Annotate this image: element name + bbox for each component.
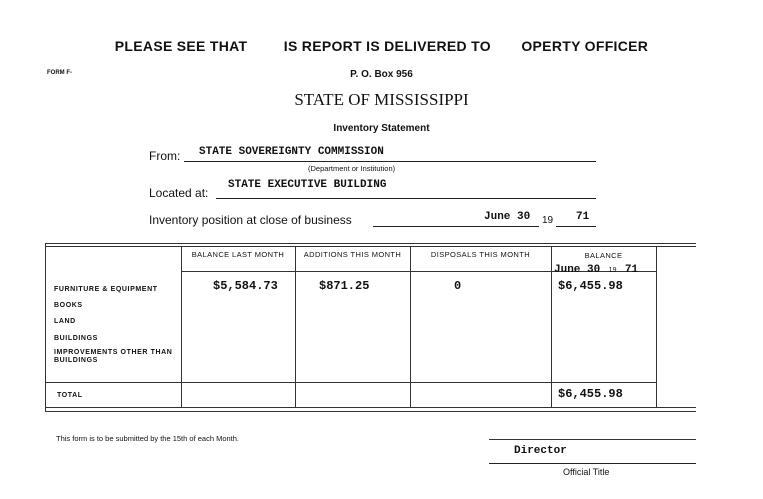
from-value: STATE SOVEREIGNTY COMMISSION — [199, 146, 384, 158]
year-prefix: 19 — [542, 215, 554, 226]
banner-left: PLEASE SEE THAT — [114, 38, 248, 54]
from-field — [184, 146, 596, 162]
signature-line — [489, 444, 696, 464]
row-label-improvements: IMPROVEMENTS OTHER THAN BUILDINGS — [54, 349, 173, 364]
state-heading: STATE OF MISSISSIPPI — [294, 90, 469, 109]
col-header-balance-last: BALANCE LAST MONTH — [191, 250, 285, 259]
col-header-balance: BALANCE — [584, 251, 623, 260]
balance-year: 71 — [624, 264, 639, 276]
form-title: Inventory Statement — [333, 123, 430, 134]
row-label-books: BOOKS — [54, 302, 83, 309]
signature-caption: Official Title — [563, 467, 610, 477]
balance-date-line — [554, 259, 689, 277]
banner-right: OPERTY OFFICER — [521, 38, 649, 54]
located-label: Located at: — [149, 186, 209, 200]
balance-year-prefix: 19 — [608, 267, 617, 274]
instruction-banner — [0, 38, 763, 54]
signature-title: Director — [514, 445, 567, 457]
from-label: From: — [149, 149, 181, 163]
balance-date: June 30 — [554, 264, 601, 276]
cell-balance-furniture: $6,455.98 — [558, 279, 623, 293]
row-label-furniture: FURNITURE & EQUIPMENT — [54, 286, 158, 293]
col-header-disposals: DISPOSALS THIS MONTH — [430, 250, 531, 259]
inventory-table — [45, 243, 696, 413]
row-label-land: LAND — [54, 318, 76, 325]
banner-mid: IS REPORT IS DELIVERED TO — [283, 38, 491, 54]
cell-additions-furniture: $871.25 — [319, 279, 370, 293]
submission-note: This form is to be submitted by the 15th of each Month. — [56, 434, 240, 443]
date-field — [373, 211, 539, 227]
year-value: 71 — [576, 211, 590, 223]
cell-balance-total: $6,455.98 — [558, 387, 623, 401]
year-field — [556, 211, 596, 227]
po-box: P. O. Box 956 — [350, 69, 413, 80]
date-value: June 30 — [484, 211, 531, 223]
row-label-total: TOTAL — [57, 392, 83, 399]
from-note: (Department or Institution) — [308, 164, 396, 173]
located-field — [216, 178, 596, 199]
inventory-label: Inventory position at close of business — [149, 213, 352, 227]
form-number: FORM F- — [47, 70, 72, 76]
col-header-additions: ADDITIONS THIS MONTH — [303, 250, 402, 259]
row-label-buildings: BUILDINGS — [54, 335, 98, 342]
cell-balance-last-furniture: $5,584.73 — [213, 279, 278, 293]
cell-disposals-furniture: 0 — [454, 279, 462, 293]
located-value: STATE EXECUTIVE BUILDING — [228, 179, 387, 191]
